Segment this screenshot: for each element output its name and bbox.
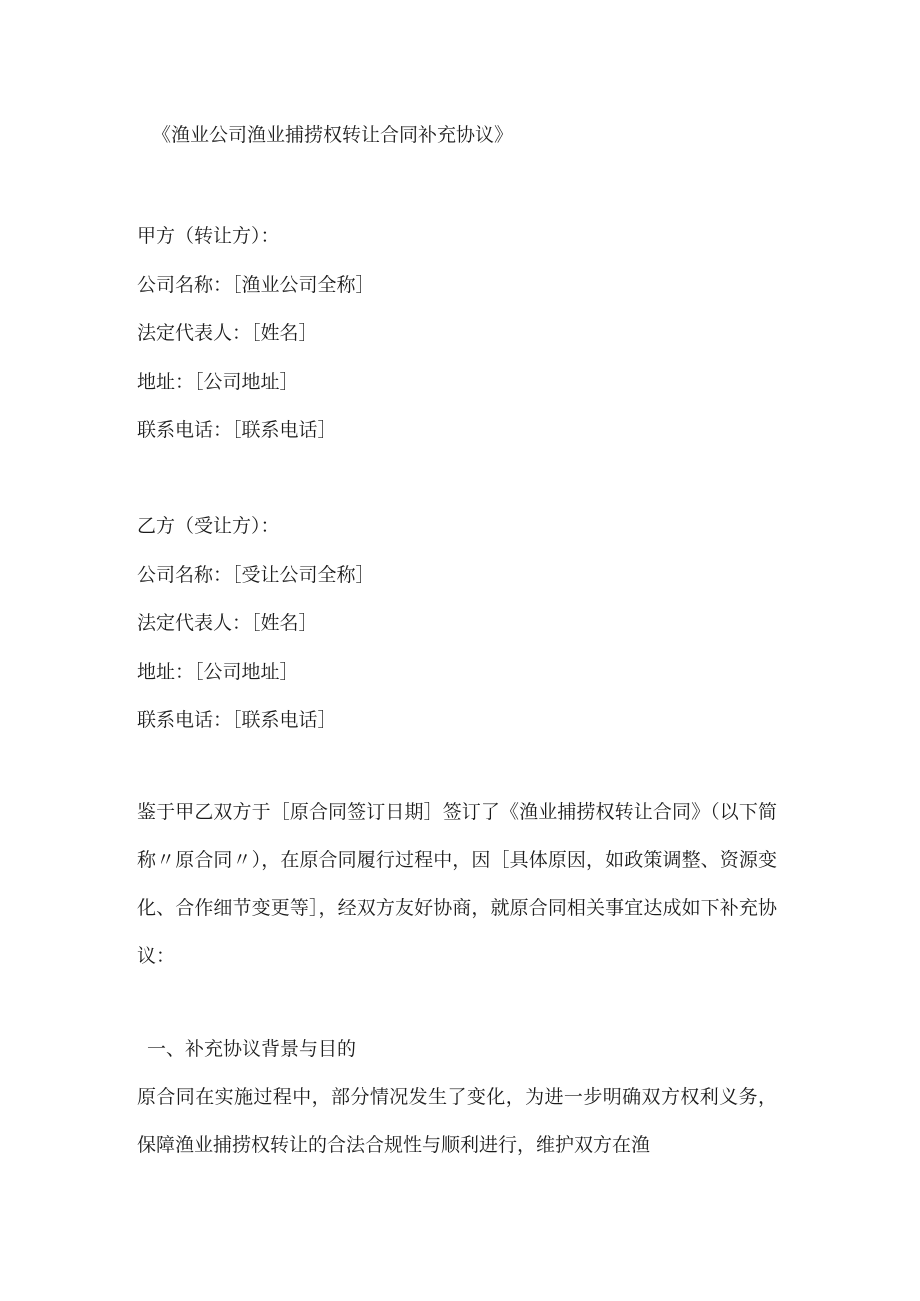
party-a-legal-rep: 法定代表人：［姓名］ — [137, 322, 318, 344]
party-b-phone: 联系电话：［联系电话］ — [137, 709, 337, 731]
section-1-heading: 一、补充协议背景与目的 — [147, 1038, 357, 1060]
party-a-company: 公司名称：［渔业公司全称］ — [137, 273, 375, 296]
document-title: 《渔业公司渔业捕捞权转让合同补充协议》 — [152, 124, 514, 146]
party-a-block — [137, 212, 797, 455]
party-a-heading: 甲方（转让方）： — [137, 225, 280, 247]
section-1 — [137, 1025, 777, 1169]
section-1-body: 原合同在实施过程中，部分情况发生了变化，为进一步明确双方权利义务，保障渔业捕捞权转让的合法合规性与顺利进行，维护双方在渔 — [137, 1086, 777, 1156]
party-b-legal-rep: 法定代表人：［姓名］ — [137, 612, 318, 634]
party-b-company: 公司名称：［受让公司全称］ — [137, 563, 375, 586]
party-b-heading: 乙方（受让方）： — [137, 515, 280, 537]
party-a-phone: 联系电话：［联系电话］ — [137, 419, 337, 441]
party-b-address: 地址：［公司地址］ — [137, 660, 299, 683]
preamble-paragraph: 鉴于甲乙双方于［原合同签订日期］签订了《渔业捕捞权转让合同》（以下简称〃原合同〃），在原合同履行过程中，因［具体原因，如政策调整、资源变化、合作细节变更等］，经双方友好协商，就原合同相关事宜达成如下补充协议： — [137, 801, 777, 967]
party-b-block — [137, 502, 797, 745]
party-a-address: 地址：［公司地址］ — [137, 370, 299, 393]
